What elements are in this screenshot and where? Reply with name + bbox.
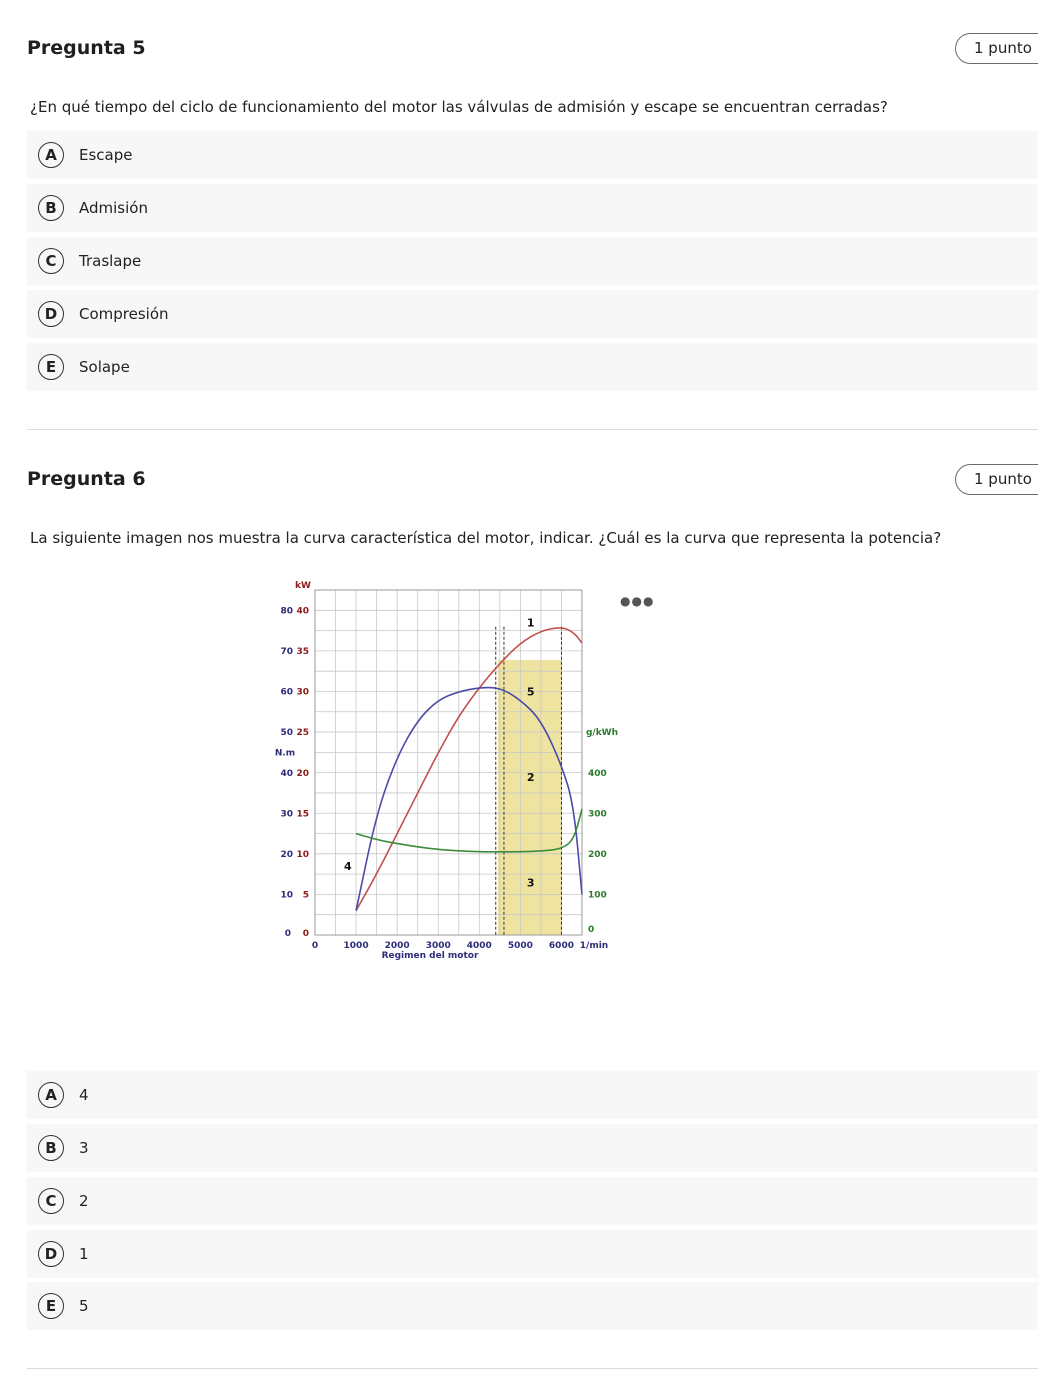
option-label: Escape xyxy=(79,146,133,164)
tick-label-nm: 10 xyxy=(280,890,293,901)
option-e[interactable] xyxy=(27,1282,1038,1330)
tick-label-gkwh: 300 xyxy=(588,809,607,820)
option-letter: A xyxy=(38,1082,64,1108)
points-badge: 1 punto xyxy=(955,33,1038,64)
tick-label-kw: 0 xyxy=(302,929,309,939)
option-label: 4 xyxy=(79,1086,89,1104)
tick-label-nm: 40 xyxy=(280,768,293,779)
points-badge: 1 punto xyxy=(955,464,1038,495)
curve-label-1: 1 xyxy=(526,616,535,630)
option-label: 3 xyxy=(79,1139,89,1157)
option-letter: C xyxy=(38,1188,64,1214)
curve-label-5: 5 xyxy=(526,685,535,699)
option-letter: D xyxy=(38,301,64,327)
tick-label-kw: 10 xyxy=(296,849,309,860)
tick-label-x: 0 xyxy=(311,941,319,951)
more-dots-icon[interactable]: ●●● xyxy=(620,594,655,608)
axis-label-nm: N.m xyxy=(274,748,296,759)
axis-label-gkwh: g/kWh xyxy=(585,728,619,739)
tick-label-x: 6000 xyxy=(548,941,574,951)
tick-label-gkwh: 200 xyxy=(588,849,607,860)
question-divider xyxy=(27,429,1038,430)
engine-characteristic-chart xyxy=(265,578,635,968)
tick-label-x: 5000 xyxy=(507,941,533,951)
tick-label-nm: 60 xyxy=(280,687,293,698)
option-letter: E xyxy=(38,354,64,380)
question-divider xyxy=(27,1368,1038,1369)
tick-label-kw: 20 xyxy=(296,768,309,779)
axis-label-x: Regimen del motor xyxy=(381,951,479,961)
option-b[interactable] xyxy=(27,1124,1038,1172)
question-title: Pregunta 6 xyxy=(27,468,146,490)
option-d[interactable] xyxy=(27,1230,1038,1278)
option-letter: B xyxy=(38,1135,64,1161)
tick-label-nm: 30 xyxy=(280,809,293,820)
option-label: Compresión xyxy=(79,305,169,323)
option-c[interactable] xyxy=(27,237,1038,285)
tick-label-gkwh: 100 xyxy=(588,890,607,901)
tick-label-x: 1000 xyxy=(343,941,369,951)
option-label: Solape xyxy=(79,358,130,376)
tick-label-kw: 30 xyxy=(296,687,309,698)
tick-label-kw: 40 xyxy=(296,606,309,617)
tick-label-x: 4000 xyxy=(466,941,492,951)
axis-unit-x: 1/min xyxy=(579,941,609,951)
option-letter: D xyxy=(38,1241,64,1267)
tick-label-nm: 50 xyxy=(280,728,293,739)
question-title: Pregunta 5 xyxy=(27,37,146,59)
tick-label-kw: 35 xyxy=(296,647,309,658)
option-b[interactable] xyxy=(27,184,1038,232)
option-e[interactable] xyxy=(27,343,1038,391)
tick-label-gkwh: 0 xyxy=(588,925,595,935)
option-a[interactable] xyxy=(27,131,1038,179)
shaded-band xyxy=(498,660,562,935)
curve-label-3: 3 xyxy=(526,876,535,890)
axis-label-kw: kW xyxy=(295,581,311,591)
option-label: Traslape xyxy=(79,252,142,270)
option-label: Admisión xyxy=(79,199,148,217)
tick-label-nm: 80 xyxy=(280,606,293,617)
option-letter: E xyxy=(38,1293,64,1319)
question-text: ¿En qué tiempo del ciclo de funcionamiento del motor las válvulas de admisión y escape se encuentran cerradas? xyxy=(30,98,888,116)
option-a[interactable] xyxy=(27,1071,1038,1119)
tick-label-kw: 25 xyxy=(296,728,309,739)
option-label: 5 xyxy=(79,1297,89,1315)
question-text: La siguiente imagen nos muestra la curva característica del motor, indicar. ¿Cuál es la curva que representa la potencia? xyxy=(30,529,942,547)
curve-label-2: 2 xyxy=(526,770,535,784)
option-d[interactable] xyxy=(27,290,1038,338)
option-letter: B xyxy=(38,195,64,221)
tick-label-nm: 70 xyxy=(280,647,293,658)
tick-label-nm: 0 xyxy=(284,929,291,939)
option-letter: C xyxy=(38,248,64,274)
tick-label-kw: 15 xyxy=(296,809,309,820)
tick-label-kw: 5 xyxy=(302,890,309,901)
tick-label-x: 3000 xyxy=(425,941,451,951)
option-c[interactable] xyxy=(27,1177,1038,1225)
tick-label-gkwh: 400 xyxy=(588,768,607,779)
curve-label-4: 4 xyxy=(344,860,352,874)
option-label: 1 xyxy=(79,1245,89,1263)
tick-label-x: 2000 xyxy=(384,941,410,951)
option-label: 2 xyxy=(79,1192,89,1210)
option-letter: A xyxy=(38,142,64,168)
tick-label-nm: 20 xyxy=(280,849,293,860)
